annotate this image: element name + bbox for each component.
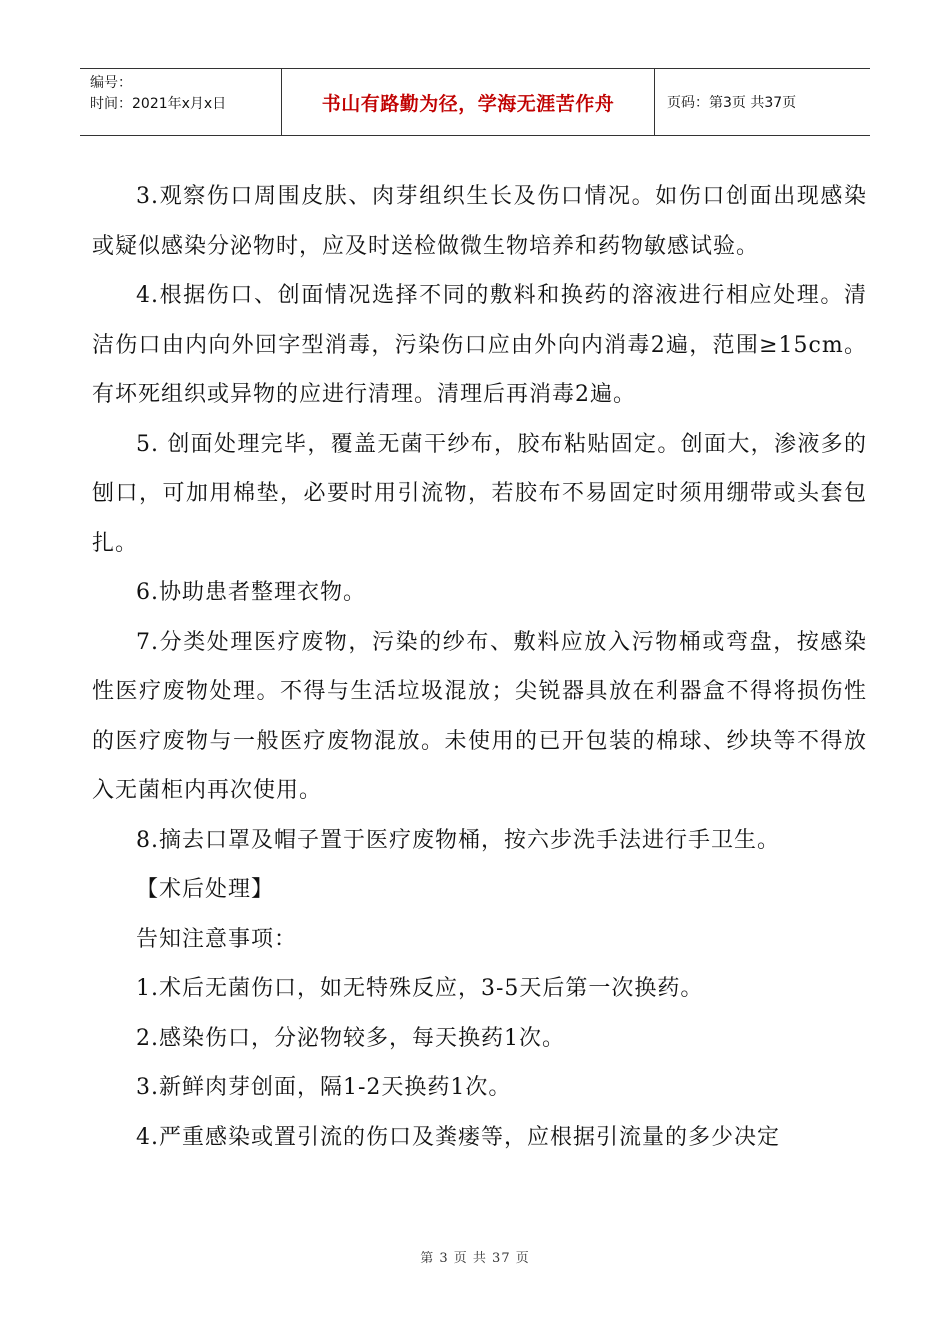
paragraph-notice-3: 3.新鲜肉芽创面，隔1-2天换药1次。 <box>136 1075 512 1100</box>
paragraph-step-3: 3.观察伤口周围皮肤、肉芽组织生长及伤口情况。如伤口创面出现感染或疑似感染分泌物时，应及时送检做微生物培养和药物敏感试验。 <box>92 184 867 259</box>
paragraph-notice-title: 告知注意事项： <box>136 926 298 952</box>
paragraph-notice-1: 1.术后无菌伤口，如无特殊反应，3-5天后第一次换药。 <box>136 976 704 1001</box>
document-date: 时间：2021年x月x日 <box>90 96 227 112</box>
paragraph-notice-4: 4.严重感染或置引流的伤口及粪瘘等，应根据引流量的多少决定 <box>136 1124 780 1150</box>
paragraph-step-7: 7.分类处理医疗废物，污染的纱布、敷料应放入污物桶或弯盘，按感染性医疗废物处理。不得与生活垃圾混放；尖锐器具放在利器盒不得将损伤性的医疗废物与一般医疗废物混放。未使用的已开包装的棉球、纱块等不得放入无菌柜内再次使用。 <box>92 629 867 803</box>
document-number: 编号： <box>90 75 132 91</box>
paragraph-step-6: 6.协助患者整理衣物。 <box>136 580 366 605</box>
paragraph-step-5: 5. 创面处理完毕，覆盖无菌干纱布，胶布粘贴固定。创面大，渗液多的刨口，可加用棉垫，必要时用引流物，若胶布不易固定时须用绷带或头套包扎。 <box>92 431 867 556</box>
paragraph-step-4: 4.根据伤口、创面情况选择不同的敷料和换药的溶液进行相应处理。清洁伤口由内向外回字型消毒，污染伤口应由外向内消毒2遍，范围≥15cm。有坏死组织或异物的应进行清理。清理后再消毒2遍。 <box>92 283 867 407</box>
paragraph-notice-2: 2.感染伤口，分泌物较多，每天换药1次。 <box>136 1025 565 1051</box>
document-body <box>92 172 867 1162</box>
header-meta <box>80 69 282 135</box>
paragraph-step-8: 8.摘去口罩及帽子置于医疗废物桶，按六步洗手法进行手卫生。 <box>136 827 780 853</box>
header-page-info: 页码：第3页 共37页 <box>667 95 797 111</box>
section-heading-postop: 【术后处理】 <box>136 877 275 902</box>
header-motto: 书山有路勤为径，学海无涯苦作舟 <box>282 69 655 135</box>
page-header <box>80 68 870 136</box>
page-footer: 第 3 页 共 37 页 <box>420 1251 530 1266</box>
